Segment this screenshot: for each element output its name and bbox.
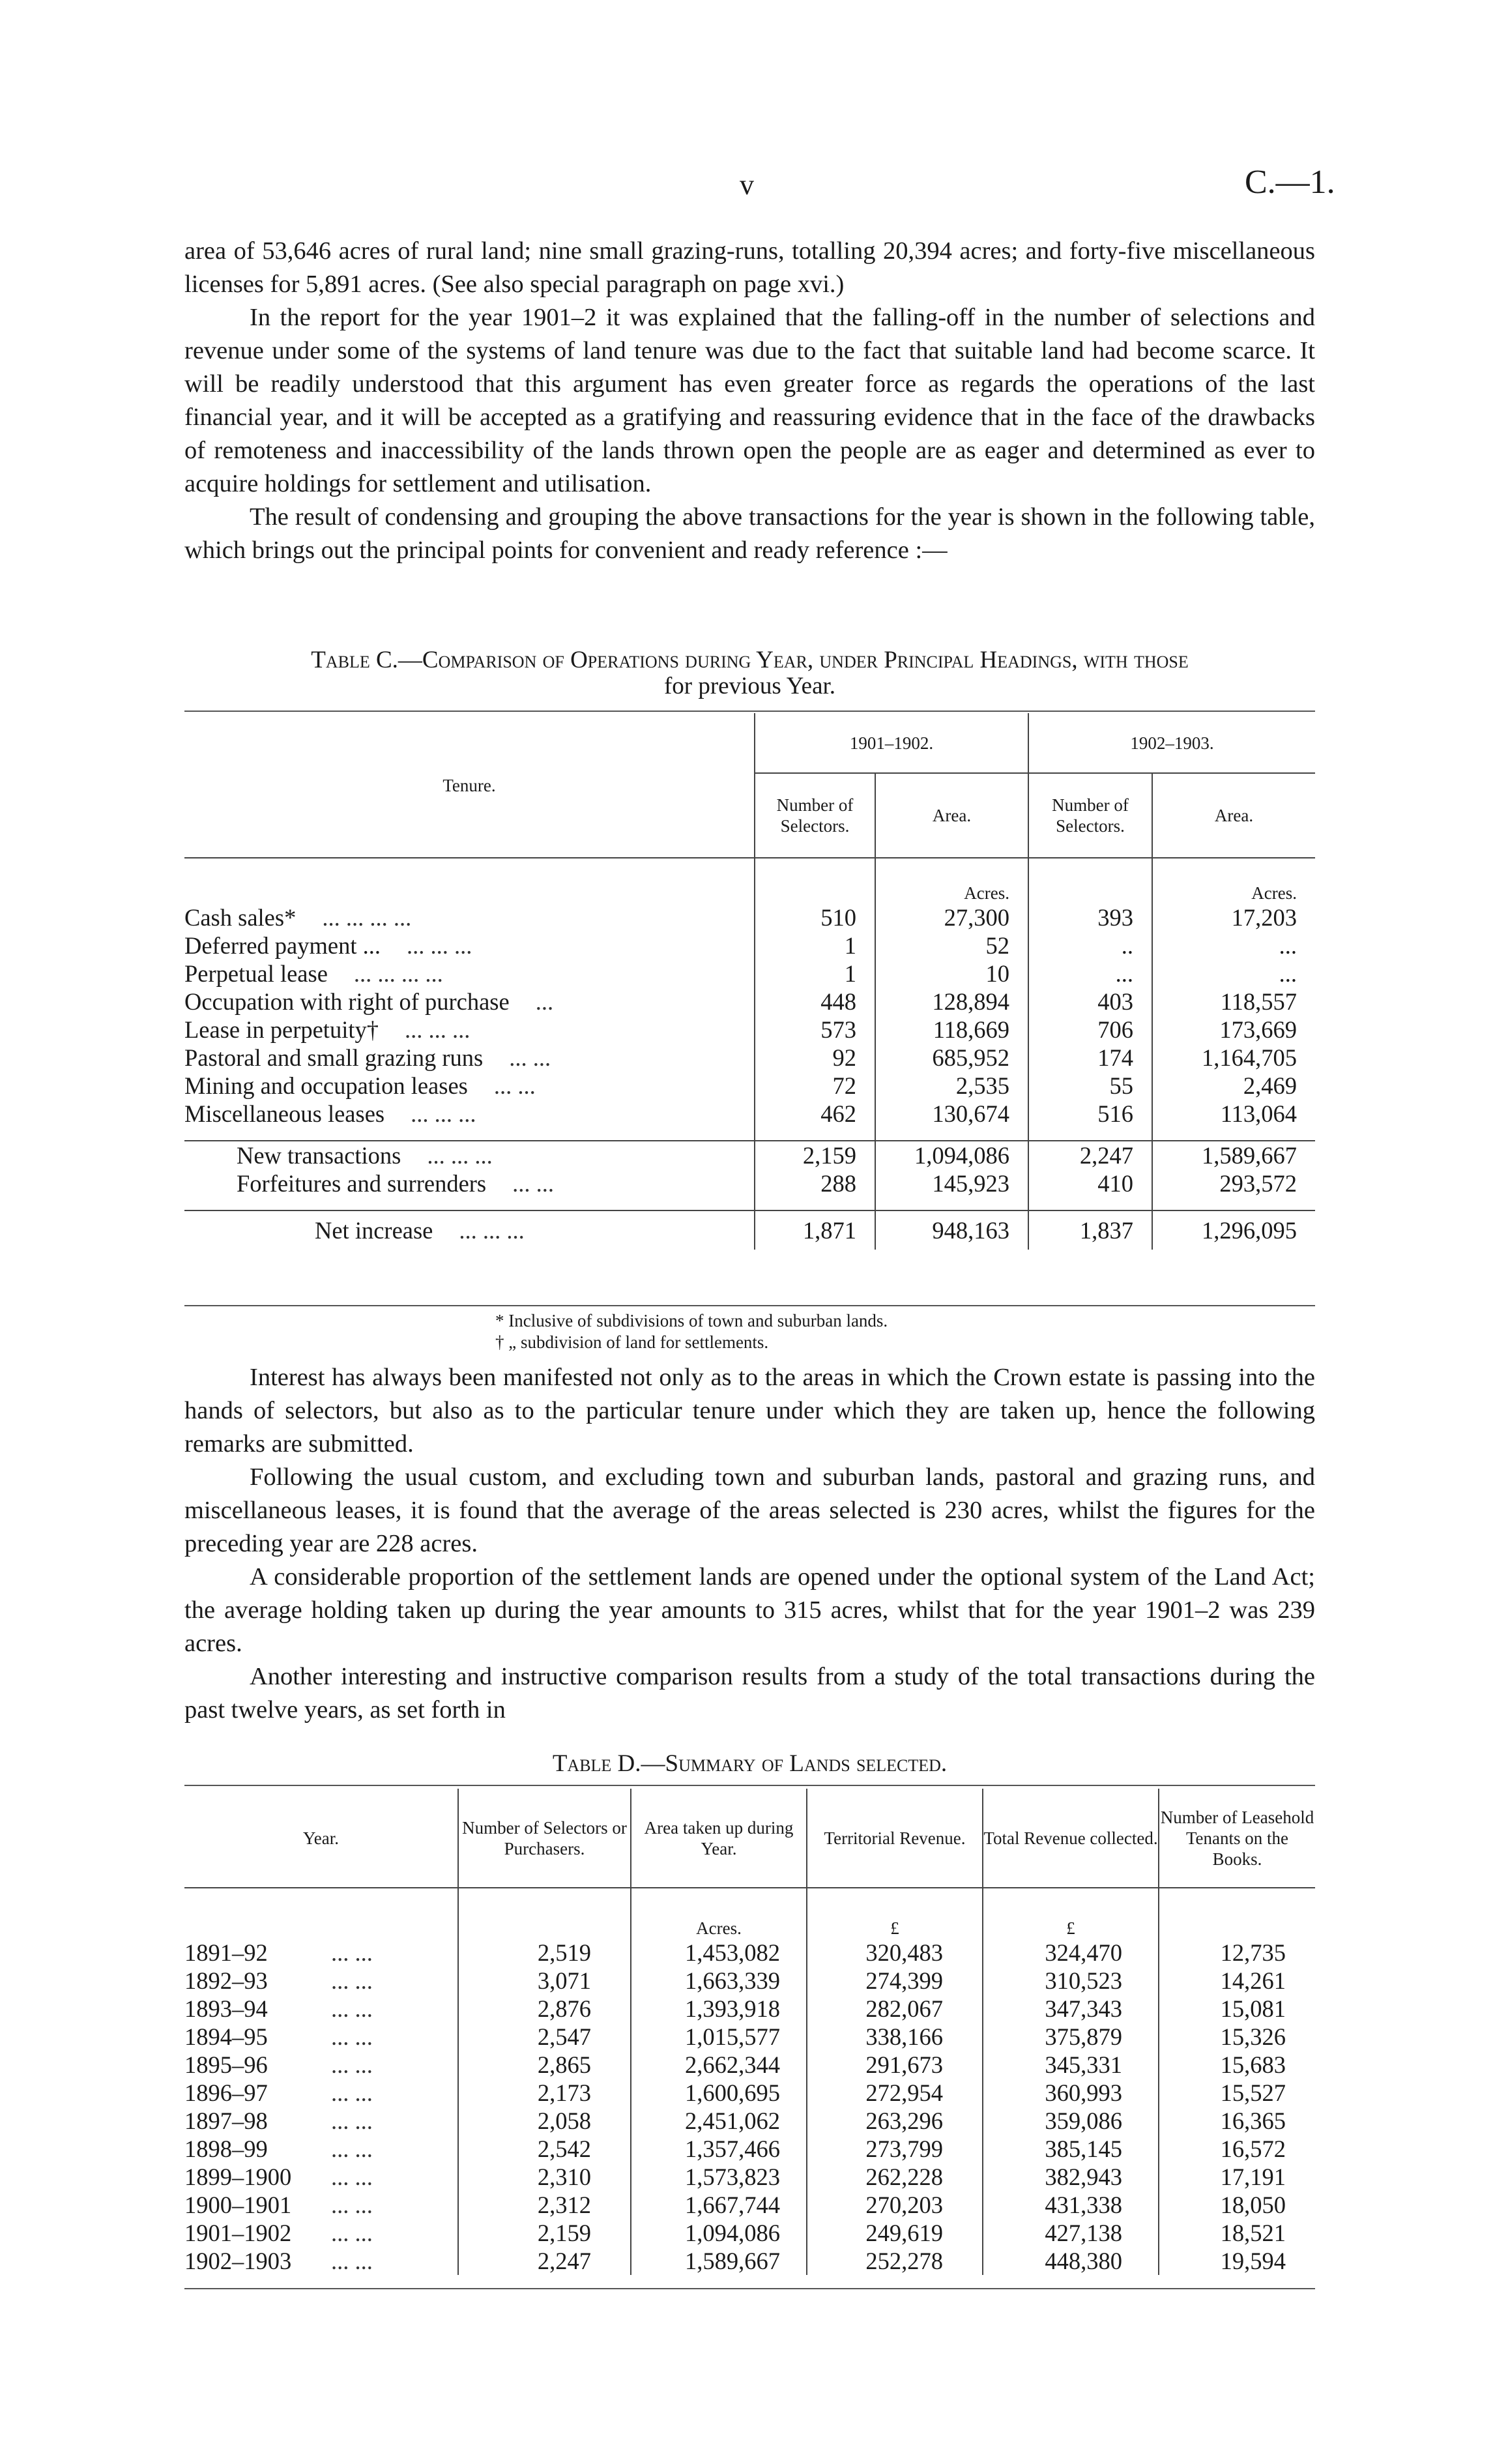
value-cell: 573 xyxy=(755,1016,875,1044)
row-label-text: Lease in perpetuity† xyxy=(184,1016,379,1043)
row-label xyxy=(184,960,755,988)
page-number: v xyxy=(740,169,754,201)
table-row xyxy=(184,988,1315,1016)
row-label xyxy=(184,1100,755,1128)
row-label xyxy=(184,1016,755,1044)
tenants-cell: 15,527 xyxy=(1159,2079,1315,2107)
area-cell: 1,357,466 xyxy=(631,2135,807,2163)
document-code: C.—1. xyxy=(1245,164,1335,201)
row-leader-dots: ... ... xyxy=(509,1044,551,1071)
row-label-text: Forfeitures and surrenders xyxy=(237,1170,487,1197)
row-leader-dots: ... ... xyxy=(331,2248,373,2274)
territorial-cell: 272,954 xyxy=(807,2079,983,2107)
value-cell: 403 xyxy=(1028,988,1152,1016)
value-cell: 1,164,705 xyxy=(1152,1044,1315,1072)
value-cell: 10 xyxy=(875,960,1028,988)
value-cell: 1,837 xyxy=(1028,1210,1152,1250)
row-leader-dots: ... ... xyxy=(493,1072,536,1099)
table-row xyxy=(184,1967,1315,1995)
value-cell: 462 xyxy=(755,1100,875,1128)
tenants-cell: 14,261 xyxy=(1159,1967,1315,1995)
year-text: 1894–95 xyxy=(184,2023,268,2050)
table-d-top-rule xyxy=(184,1785,1315,1786)
row-leader-dots: ... ... xyxy=(331,2192,373,2218)
value-cell: 27,300 xyxy=(875,903,1028,931)
spacer-row xyxy=(184,1197,1315,1210)
paragraph: A considerable proportion of the settlement lands are opened under the optional system of the Land Act; the average holding taken up during the year amounts to 315 acres, whilst that for the year 1901–2 was 239 acres. xyxy=(184,1563,1315,1657)
row-leader-dots: ... ... ... ... xyxy=(322,904,412,931)
value-cell: ... xyxy=(1152,931,1315,960)
table-row xyxy=(184,2107,1315,2135)
selectors-cell: 2,519 xyxy=(458,1939,631,1967)
row-leader-dots: ... ... ... xyxy=(406,932,472,959)
territorial-cell: 338,166 xyxy=(807,2023,983,2051)
paragraph: The result of condensing and grouping the above transactions for the year is shown in the following table, which brings out the principal points for convenient and ready reference :— xyxy=(184,503,1315,564)
territorial-header: Territorial Revenue. xyxy=(807,1789,983,1888)
tenants-cell: 17,191 xyxy=(1159,2163,1315,2191)
paragraph: area of 53,646 acres of rural land; nine small grazing-runs, totalling 20,394 acres; and forty-five miscellaneous licenses for 5,891 acres. (See also special paragraph on page xvi.) xyxy=(184,237,1315,298)
value-cell: 113,064 xyxy=(1152,1100,1315,1128)
table-c-caption-line2: for previous Year. xyxy=(663,673,836,699)
value-cell: 410 xyxy=(1028,1169,1152,1197)
revenue-cell: 324,470 xyxy=(983,1939,1159,1967)
value-cell: 293,572 xyxy=(1152,1169,1315,1197)
row-label xyxy=(184,903,755,931)
row-leader-dots: ... ... xyxy=(331,2051,373,2078)
table-d-bottom-rule xyxy=(184,2288,1315,2289)
table-row xyxy=(184,960,1315,988)
selectors-cell: 2,865 xyxy=(458,2051,631,2079)
table-c-caption xyxy=(184,647,1315,699)
value-cell: 173,669 xyxy=(1152,1016,1315,1044)
area-cell: 1,667,744 xyxy=(631,2191,807,2219)
unit-acres: Acres. xyxy=(631,1888,807,1939)
year-cell xyxy=(184,1939,458,1967)
table-row xyxy=(184,2135,1315,2163)
row-label-text: Perpetual lease xyxy=(184,960,328,987)
value-cell: 1,871 xyxy=(755,1210,875,1250)
year-text: 1899–1900 xyxy=(184,2163,292,2190)
table-row xyxy=(184,1072,1315,1100)
revenue-cell: 360,993 xyxy=(983,2079,1159,2107)
tenants-cell: 16,365 xyxy=(1159,2107,1315,2135)
area-cell: 1,393,918 xyxy=(631,1995,807,2023)
selectors-cell: 2,159 xyxy=(458,2219,631,2247)
value-cell: 92 xyxy=(755,1044,875,1072)
selectors-cell: 3,071 xyxy=(458,1967,631,1995)
revenue-cell: 382,943 xyxy=(983,2163,1159,2191)
value-cell: 55 xyxy=(1028,1072,1152,1100)
year-text: 1891–92 xyxy=(184,1939,268,1966)
selectors-cell: 2,542 xyxy=(458,2135,631,2163)
row-leader-dots: ... ... xyxy=(512,1170,555,1197)
row-label xyxy=(184,931,755,960)
value-cell: 393 xyxy=(1028,903,1152,931)
territorial-cell: 320,483 xyxy=(807,1939,983,1967)
year-text: 1898–99 xyxy=(184,2135,268,2162)
selectors-cell: 2,310 xyxy=(458,2163,631,2191)
row-label-text: Miscellaneous leases xyxy=(184,1100,385,1127)
table-row xyxy=(184,1939,1315,1967)
table-row xyxy=(184,2051,1315,2079)
row-label xyxy=(184,1169,755,1197)
row-leader-dots: ... ... xyxy=(331,1967,373,1994)
table-row xyxy=(184,2079,1315,2107)
table-row xyxy=(184,931,1315,960)
row-label xyxy=(184,1072,755,1100)
table-row xyxy=(184,2023,1315,2051)
year-text: 1893–94 xyxy=(184,1995,268,2022)
selectors-cell: 2,547 xyxy=(458,2023,631,2051)
territorial-cell: 282,067 xyxy=(807,1995,983,2023)
table-row xyxy=(184,1100,1315,1128)
selectors-cell: 2,312 xyxy=(458,2191,631,2219)
unit-pound: £ xyxy=(807,1888,983,1939)
table-c-caption-line1: Table C.—Comparison of Operations during Year, under Principal Headings, with those xyxy=(311,647,1189,673)
value-cell: 128,894 xyxy=(875,988,1028,1016)
tenants-cell: 18,050 xyxy=(1159,2191,1315,2219)
territorial-cell: 273,799 xyxy=(807,2135,983,2163)
area-header: Area. xyxy=(875,773,1028,858)
year-cell xyxy=(184,2023,458,2051)
selectors-header: Number of Selectors or Purchasers. xyxy=(458,1789,631,1888)
row-leader-dots: ... ... xyxy=(331,2079,373,2106)
tenants-cell: 18,521 xyxy=(1159,2219,1315,2247)
area-cell: 2,662,344 xyxy=(631,2051,807,2079)
territorial-cell: 262,228 xyxy=(807,2163,983,2191)
area-cell: 1,600,695 xyxy=(631,2079,807,2107)
value-cell: 130,674 xyxy=(875,1100,1028,1128)
row-leader-dots: ... ... xyxy=(331,2023,373,2050)
selectors-header: Number of Selectors. xyxy=(1028,773,1152,858)
table-row xyxy=(184,2191,1315,2219)
row-label xyxy=(184,988,755,1016)
row-leader-dots: ... ... xyxy=(331,2107,373,2134)
value-cell: 2,469 xyxy=(1152,1072,1315,1100)
revenue-cell: 431,338 xyxy=(983,2191,1159,2219)
value-cell: ... xyxy=(1028,960,1152,988)
revenue-cell: 448,380 xyxy=(983,2247,1159,2275)
revenue-cell: 359,086 xyxy=(983,2107,1159,2135)
revenue-cell: 310,523 xyxy=(983,1967,1159,1995)
table-d-caption: Table D.—Summary of Lands selected. xyxy=(552,1750,948,1777)
unit-acres: Acres. xyxy=(1152,858,1315,903)
territorial-cell: 249,619 xyxy=(807,2219,983,2247)
year-cell xyxy=(184,2247,458,2275)
unit-pound: £ xyxy=(983,1888,1159,1939)
row-leader-dots: ... xyxy=(535,988,554,1015)
revenue-cell: 347,343 xyxy=(983,1995,1159,2023)
table-c xyxy=(184,713,1315,1250)
row-label-text: Pastoral and small grazing runs xyxy=(184,1044,484,1071)
unit-acres: Acres. xyxy=(875,858,1028,903)
row-label xyxy=(184,1141,755,1169)
selectors-cell: 2,058 xyxy=(458,2107,631,2135)
area-cell: 2,451,062 xyxy=(631,2107,807,2135)
territorial-cell: 263,296 xyxy=(807,2107,983,2135)
table-row xyxy=(184,1044,1315,1072)
value-cell: 1 xyxy=(755,960,875,988)
tenure-header: Tenure. xyxy=(442,775,496,795)
table-row xyxy=(184,903,1315,931)
table-row xyxy=(184,1995,1315,2023)
area-cell: 1,015,577 xyxy=(631,2023,807,2051)
selectors-header: Number of Selectors. xyxy=(755,773,875,858)
selectors-cell: 2,876 xyxy=(458,1995,631,2023)
tenants-cell: 12,735 xyxy=(1159,1939,1315,1967)
footnote: * Inclusive of subdivisions of town and suburban lands. xyxy=(495,1311,888,1330)
year-text: 1897–98 xyxy=(184,2107,268,2134)
year-text: 1902–1903 xyxy=(184,2248,292,2274)
paragraph: Interest has always been manifested not only as to the areas in which the Crown estate is passing into the hands of selectors, but also as to the particular tenure under which they are taken up, hence the following remarks are submitted. xyxy=(184,1364,1315,1458)
spacer-row xyxy=(184,1128,1315,1141)
area-cell: 1,453,082 xyxy=(631,1939,807,1967)
year-cell xyxy=(184,2107,458,2135)
row-label-text: Occupation with right of purchase xyxy=(184,988,510,1015)
selectors-cell: 2,173 xyxy=(458,2079,631,2107)
paragraph: Another interesting and instructive comparison results from a study of the total transactions during the past twelve years, as set forth in xyxy=(184,1663,1315,1723)
row-leader-dots: ... ... ... xyxy=(411,1100,476,1127)
row-label xyxy=(184,1044,755,1072)
value-cell: 72 xyxy=(755,1072,875,1100)
table-c-body xyxy=(184,903,1315,1250)
value-cell: 2,159 xyxy=(755,1141,875,1169)
value-cell: ... xyxy=(1152,960,1315,988)
row-leader-dots: ... ... xyxy=(331,2220,373,2246)
area-cell: 1,663,339 xyxy=(631,1967,807,1995)
selectors-cell: 2,247 xyxy=(458,2247,631,2275)
year-cell xyxy=(184,2163,458,2191)
row-label-text: New transactions xyxy=(237,1142,401,1169)
revenue-header: Total Revenue collected. xyxy=(983,1789,1159,1888)
row-leader-dots: ... ... xyxy=(331,1939,373,1966)
value-cell: 448 xyxy=(755,988,875,1016)
row-leader-dots: ... ... xyxy=(331,1995,373,2022)
value-cell: 510 xyxy=(755,903,875,931)
year2-header: 1902–1903. xyxy=(1028,713,1315,773)
year-text: 1896–97 xyxy=(184,2079,268,2106)
row-label-text: Mining and occupation leases xyxy=(184,1072,468,1099)
row-label-text: Net increase xyxy=(315,1217,433,1244)
value-cell: 118,669 xyxy=(875,1016,1028,1044)
paragraph: Following the usual custom, and excluding town and suburban lands, pastoral and grazing runs, and miscellaneous leases, it is found that the average of the areas selected is 230 acres, whilst the figures for the preceding year are 228 acres. xyxy=(184,1463,1315,1557)
subtotal-row xyxy=(184,1141,1315,1169)
top-paragraphs xyxy=(184,235,1315,567)
row-leader-dots: ... ... xyxy=(331,2135,373,2162)
subtotal-row xyxy=(184,1169,1315,1197)
revenue-cell: 345,331 xyxy=(983,2051,1159,2079)
year-text: 1892–93 xyxy=(184,1967,268,1994)
row-label-text: Cash sales* xyxy=(184,904,297,931)
value-cell: 706 xyxy=(1028,1016,1152,1044)
footnote: † „ subdivision of land for settlements. xyxy=(495,1332,769,1352)
value-cell: 52 xyxy=(875,931,1028,960)
area-header: Area taken up during Year. xyxy=(631,1789,807,1888)
value-cell: 1,094,086 xyxy=(875,1141,1028,1169)
area-cell: 1,589,667 xyxy=(631,2247,807,2275)
value-cell: .. xyxy=(1028,931,1152,960)
year-cell xyxy=(184,1995,458,2023)
row-leader-dots: ... ... ... ... xyxy=(353,960,443,987)
tenants-cell: 15,081 xyxy=(1159,1995,1315,2023)
year-cell xyxy=(184,2191,458,2219)
value-cell: 516 xyxy=(1028,1100,1152,1128)
row-leader-dots: ... ... xyxy=(331,2163,373,2190)
year-cell xyxy=(184,1967,458,1995)
value-cell: 948,163 xyxy=(875,1210,1028,1250)
revenue-cell: 385,145 xyxy=(983,2135,1159,2163)
row-label xyxy=(184,1210,755,1250)
value-cell: 145,923 xyxy=(875,1169,1028,1197)
value-cell: 2,247 xyxy=(1028,1141,1152,1169)
year1-header: 1901–1902. xyxy=(755,713,1028,773)
value-cell: 118,557 xyxy=(1152,988,1315,1016)
year-text: 1895–96 xyxy=(184,2051,268,2078)
area-cell: 1,573,823 xyxy=(631,2163,807,2191)
year-cell xyxy=(184,2135,458,2163)
territorial-cell: 291,673 xyxy=(807,2051,983,2079)
net-row xyxy=(184,1210,1315,1250)
table-row xyxy=(184,2219,1315,2247)
value-cell: 174 xyxy=(1028,1044,1152,1072)
row-label-text: Deferred payment ... xyxy=(184,932,381,959)
tenants-cell: 15,683 xyxy=(1159,2051,1315,2079)
area-header: Area. xyxy=(1152,773,1315,858)
tenants-cell: 19,594 xyxy=(1159,2247,1315,2275)
row-leader-dots: ... ... ... xyxy=(427,1142,493,1169)
value-cell: 1,589,667 xyxy=(1152,1141,1315,1169)
value-cell: 2,535 xyxy=(875,1072,1028,1100)
territorial-cell: 270,203 xyxy=(807,2191,983,2219)
value-cell: 1 xyxy=(755,931,875,960)
paragraph: In the report for the year 1901–2 it was explained that the falling-off in the number of selections and revenue under some of the systems of land tenure was due to the fact that suitable land had become scarce. It will be readily understood that this argument has even greater force as regards the operations of the last financial year, and it will be accepted as a gratifying and reassuring evidence that in the face of the drawbacks of remoteness and inaccessibility of the lands thrown open the people are as eager and determined as ever to acquire holdings for settlement and utilisation. xyxy=(184,304,1315,497)
area-cell: 1,094,086 xyxy=(631,2219,807,2247)
row-leader-dots: ... ... ... xyxy=(459,1217,525,1244)
table-row xyxy=(184,2247,1315,2275)
year-cell xyxy=(184,2219,458,2247)
value-cell: 685,952 xyxy=(875,1044,1028,1072)
table-row xyxy=(184,1016,1315,1044)
table-c-top-rule xyxy=(184,711,1315,712)
value-cell: 17,203 xyxy=(1152,903,1315,931)
tenants-header: Number of Leasehold Tenants on the Books. xyxy=(1159,1789,1315,1888)
table-c-footnotes xyxy=(495,1310,888,1353)
tenants-cell: 16,572 xyxy=(1159,2135,1315,2163)
territorial-cell: 252,278 xyxy=(807,2247,983,2275)
revenue-cell: 427,138 xyxy=(983,2219,1159,2247)
year-text: 1900–1901 xyxy=(184,2192,292,2218)
tenants-cell: 15,326 xyxy=(1159,2023,1315,2051)
value-cell: 1,296,095 xyxy=(1152,1210,1315,1250)
table-c-bottom-rule xyxy=(184,1305,1315,1306)
year-cell xyxy=(184,2079,458,2107)
table-row xyxy=(184,2163,1315,2191)
year-header: Year. xyxy=(302,1828,339,1848)
year-text: 1901–1902 xyxy=(184,2220,292,2246)
table-d xyxy=(184,1789,1315,2275)
year-cell xyxy=(184,2051,458,2079)
middle-paragraphs xyxy=(184,1361,1315,1727)
table-d-body xyxy=(184,1939,1315,2275)
row-leader-dots: ... ... ... xyxy=(404,1016,471,1043)
revenue-cell: 375,879 xyxy=(983,2023,1159,2051)
value-cell: 288 xyxy=(755,1169,875,1197)
territorial-cell: 274,399 xyxy=(807,1967,983,1995)
